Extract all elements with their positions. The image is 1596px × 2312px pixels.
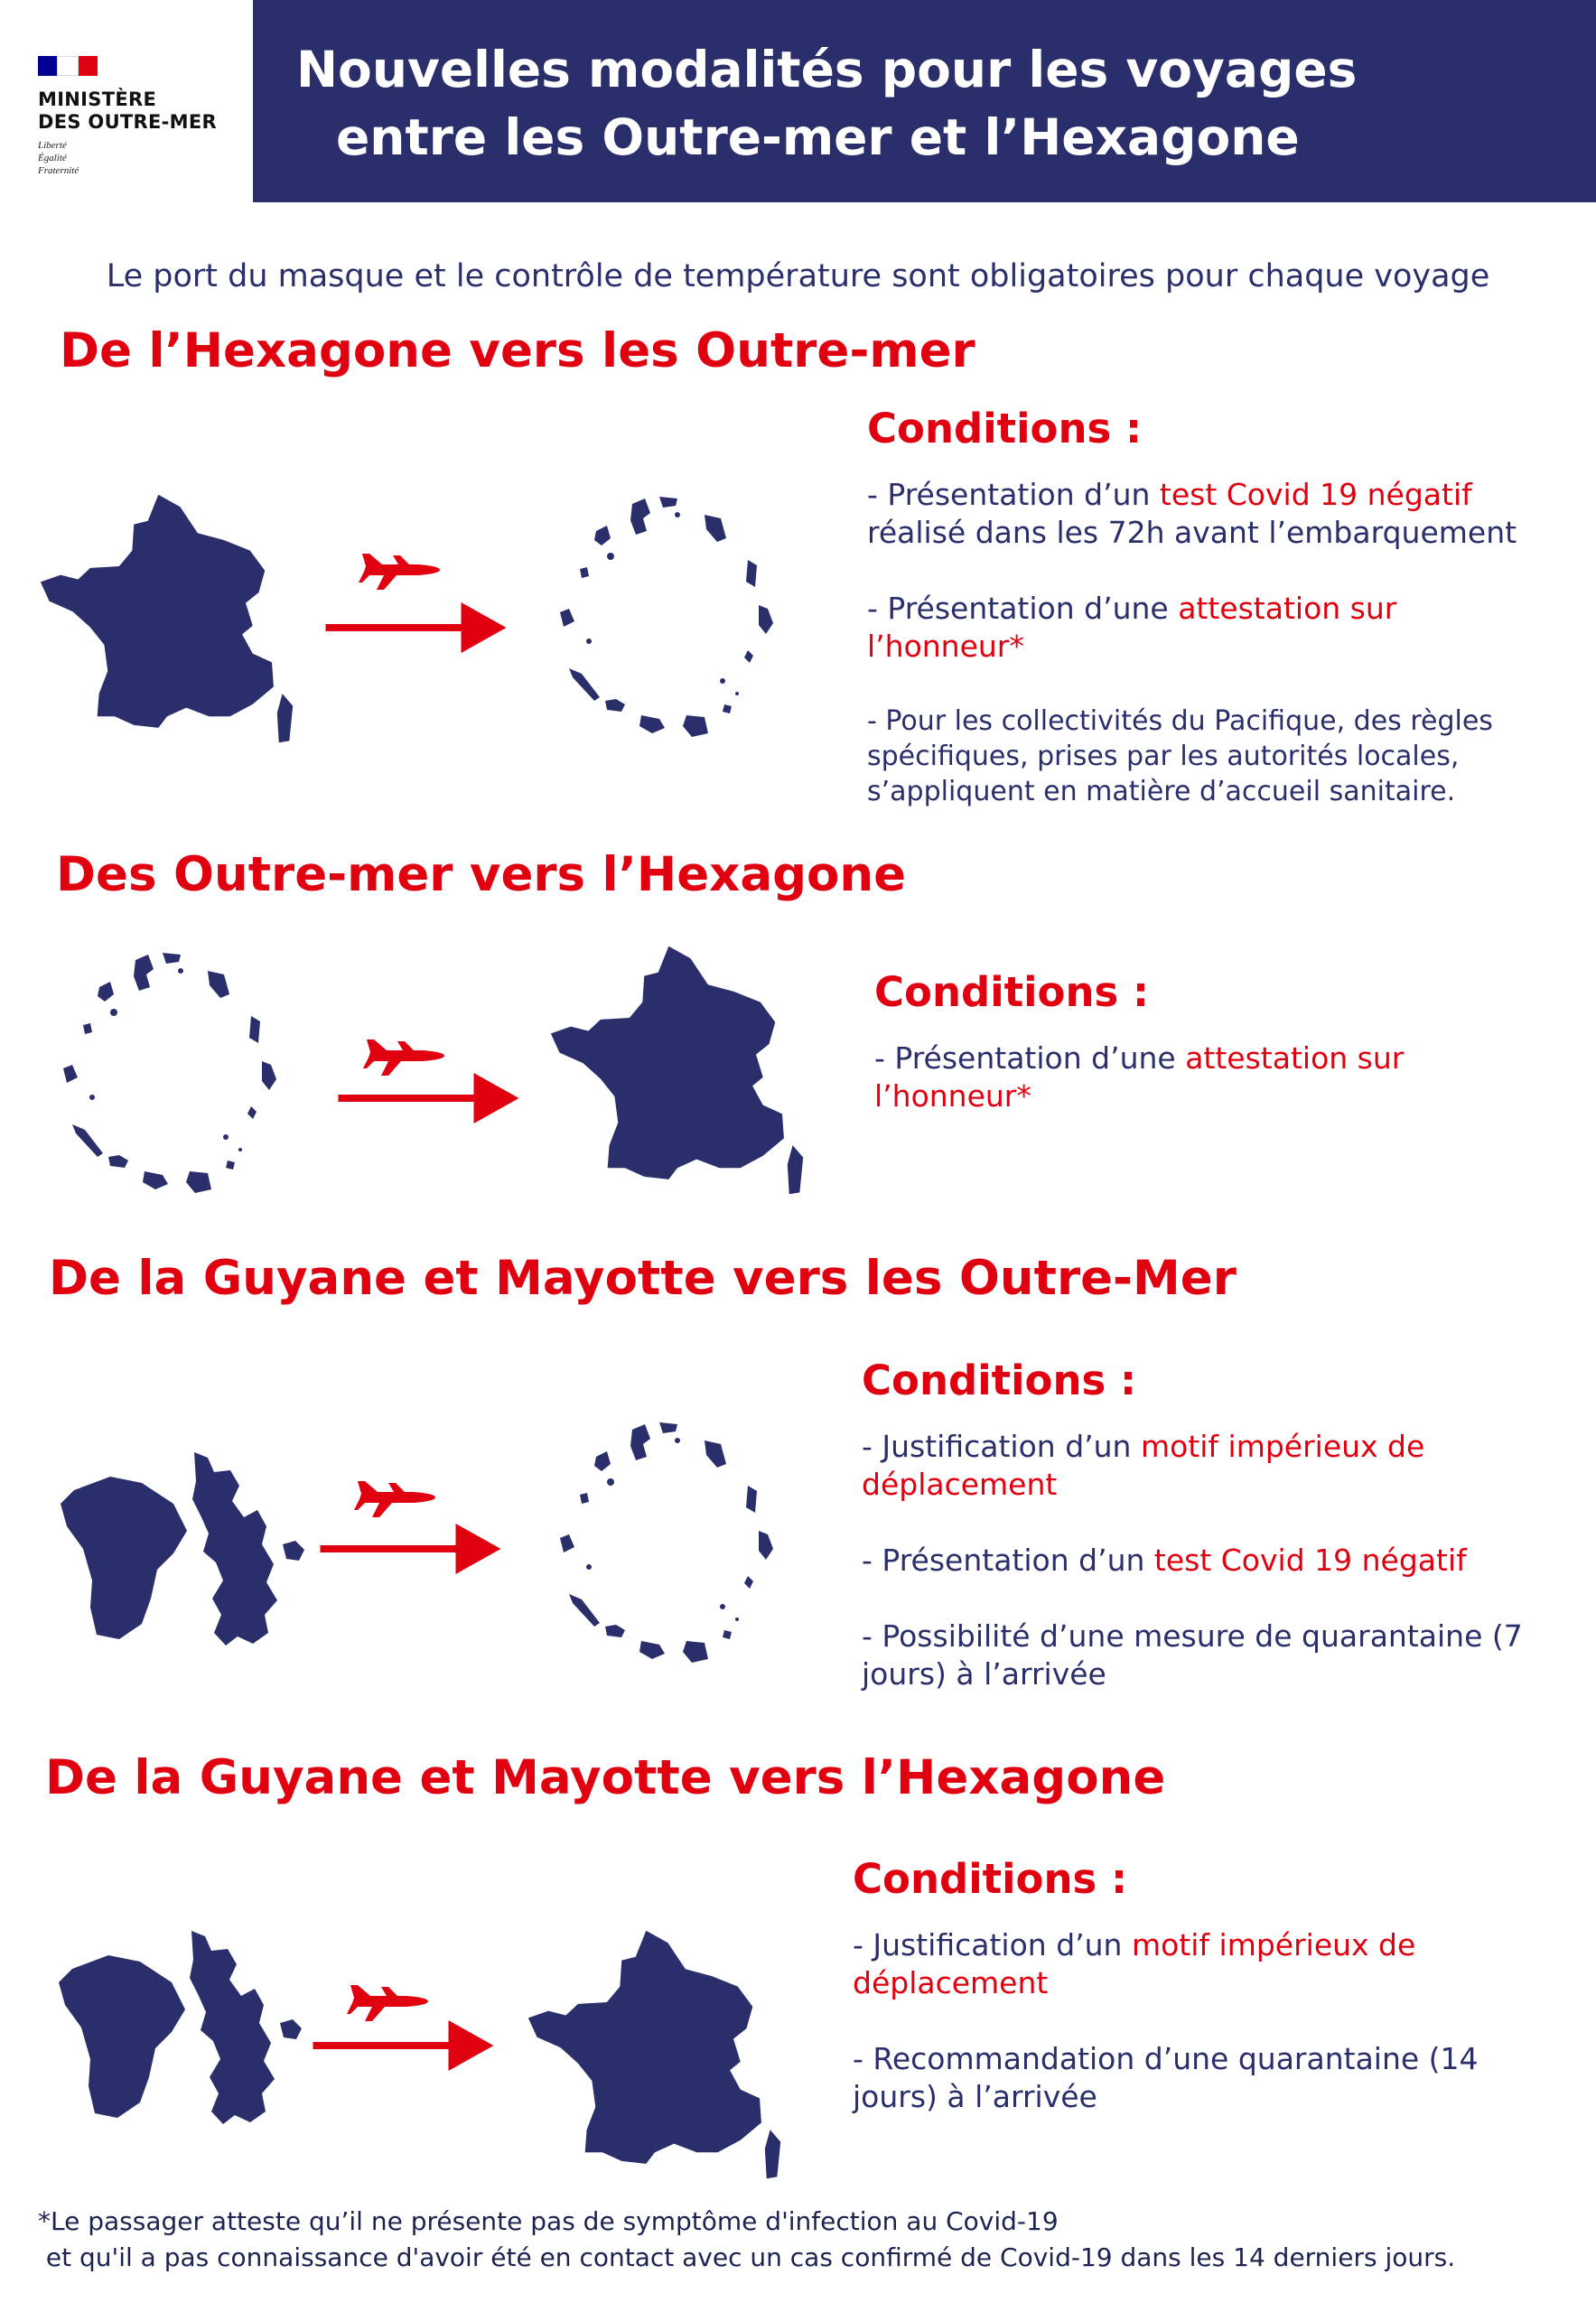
header-banner <box>253 0 1596 202</box>
airplane-icon <box>345 1978 435 2023</box>
arrow-right-icon <box>318 1522 503 1576</box>
airplane-icon <box>352 1474 443 1519</box>
arrow-right-icon <box>323 601 509 655</box>
france-map-icon <box>524 1924 786 2186</box>
republic-motto: Liberté Égalité Fraternité <box>38 140 79 176</box>
condition-item: - Présentation d’une attestation sur l’honneur* <box>874 1040 1405 1114</box>
overseas-territories-ring-icon <box>533 1404 804 1675</box>
france-map-icon <box>546 939 808 1201</box>
footnote: *Le passager atteste qu’il ne présente pas de symptôme d'infection au Covid-19 et qu'il a pas connaissance d'avoir été en contact avec un cas confirmé de Covid-19 dans les 14 derniers jours. <box>38 2206 1456 2272</box>
ministry-name: MINISTÈRE DES OUTRE-MER <box>38 89 217 133</box>
arrow-right-icon <box>336 1071 521 1125</box>
guyane-map-icon <box>56 1463 191 1644</box>
french-flag-icon <box>38 56 98 76</box>
france-map-icon <box>36 488 298 750</box>
conditions-heading: Conditions : <box>853 1855 1127 1903</box>
conditions-section-4 <box>853 1855 1521 2154</box>
condition-item: - Justification d’un motif impérieux de déplacement <box>853 1927 1416 2000</box>
condition-item: - Présentation d’un test Covid 19 négatif <box>862 1543 1467 1578</box>
ministry-logo <box>38 56 255 191</box>
guyane-map-icon <box>54 1942 190 2122</box>
page-title: Nouvelles modalités pour les voyages entre les Outre-mer et l’Hexagone <box>296 41 1358 166</box>
section-title-guyane-mayotte-to-hexagone: De la Guyane et Mayotte vers l’Hexagone <box>45 1750 1166 1805</box>
conditions-section-3 <box>862 1356 1530 1731</box>
section-title-guyane-mayotte-to-outre-mer: De la Guyane et Mayotte vers les Outre-Mer <box>49 1251 1237 1306</box>
section-title-outre-mer-to-hexagone: Des Outre-mer vers l’Hexagone <box>56 847 907 902</box>
condition-item: - Présentation d’un test Covid 19 négatif réalisé dans les 72h avant l’embarquement <box>867 477 1517 550</box>
conditions-section-1 <box>867 405 1535 847</box>
condition-item: - Présentation d’une attestation sur l’honneur* <box>867 591 1397 664</box>
mayotte-map-icon <box>176 1445 321 1653</box>
conditions-section-2 <box>874 968 1543 1153</box>
conditions-heading: Conditions : <box>862 1356 1136 1404</box>
condition-item: - Justification d’un motif impérieux de déplacement <box>862 1429 1425 1502</box>
overseas-territories-ring-icon <box>533 479 804 750</box>
condition-item: - Pour les collectivités du Pacifique, des règles spécifiques, prises par les autorités locales, s’appliquent en matière d’accueil sanitaire. <box>867 705 1493 807</box>
overseas-territories-ring-icon <box>36 935 307 1206</box>
conditions-heading: Conditions : <box>867 405 1142 452</box>
conditions-heading: Conditions : <box>874 968 1149 1016</box>
condition-item: - Recommandation d’une quarantaine (14 jours) à l’arrivée <box>853 2041 1479 2114</box>
section-title-hexagone-to-outre-mer: De l’Hexagone vers les Outre-mer <box>60 323 975 378</box>
mayotte-map-icon <box>173 1924 318 2131</box>
condition-item: - Possibilité d’une mesure de quarantaine (7 jours) à l’arrivée <box>862 1618 1523 1692</box>
arrow-right-icon <box>311 2018 496 2073</box>
subtitle: Le port du masque et le contrôle de température sont obligatoires pour chaque voyage <box>106 258 1490 294</box>
airplane-icon <box>357 546 447 592</box>
